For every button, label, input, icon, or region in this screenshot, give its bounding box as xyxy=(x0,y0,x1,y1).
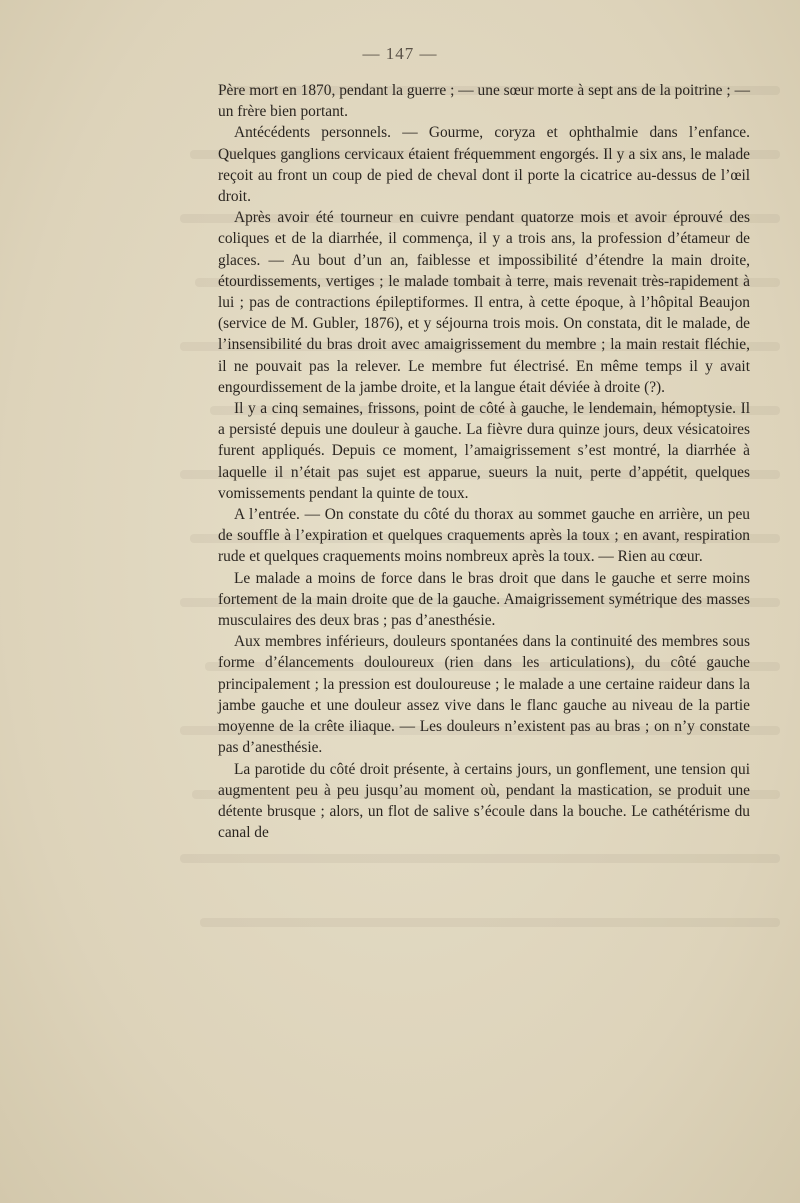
paragraph-occupation-history: Après avoir été tourneur en cuivre pendant quatorze mois et avoir éprouvé des coliques et de la diarrhée, il commença, il y a trois ans, la profession d’étameur de glaces. — Au bout d’un an, faiblesse et impossibilité d’étendre la main droite, étourdissements, vertiges ; le malade tombait à terre, mais revenait très-rapidement à lui ; pas de contractions épileptiformes. Il entra, à cette époque, à l’hôpital Beaujon (service de M. Gubler, 1876), et y séjourna trois mois. On constata, dit le malade, de l’insensibilité du bras droit avec amaigrissement du membre ; la main restait fléchie, il ne pouvait pas la relever. Le membre fut électrisé. En même temps il y avait engourdissement de la jambe droite, et la langue était déviée à droite (?). xyxy=(218,209,750,396)
paragraph-family-history: Père mort en 1870, pendant la guerre ; — une sœur morte à sept ans de la poitrine ; — un frère bien portant. xyxy=(218,82,750,121)
paragraph-lower-limbs: Aux membres inférieurs, douleurs spontanées dans la continuité des membres sous forme d’élancements douloureux (rien dans les articulations), du côté gauche principalement ; la pression est douloureuse ; le malade a une certaine raideur dans la jambe gauche et une douleur assez vive dans le flanc gauche au niveau de la partie moyenne de la crête iliaque. — Les douleurs n’existent pas au bras ; on n’y constate pas d’anesthésie. xyxy=(218,633,750,757)
body-text xyxy=(218,80,750,843)
paragraph-admission-exam: A l’entrée. — On constate du côté du thorax au sommet gauche en arrière, un peu de souffle à l’expiration et quelques craquements après la toux ; en avant, respiration rude et quelques craquements moins nombreux après la toux. — Rien au cœur. xyxy=(218,506,750,566)
paragraph-parotid: La parotide du côté droit présente, à certains jours, un gonflement, une tension qui augmentent peu à peu jusqu’au moment où, pendant la mastication, se produit une détente brusque ; alors, un flot de salive s’écoule dans la bouche. Le cathétérisme du canal de xyxy=(218,760,750,842)
paragraph-arm-strength: Le malade a moins de force dans le bras droit que dans le gauche et serre moins fortement de la main droite que de la gauche. Amaigrissement symétrique des masses musculaires des deux bras ; pas d’anesthésie. xyxy=(218,569,750,630)
page-number: — 147 — xyxy=(362,44,438,63)
paragraph-recent-illness: Il y a cinq semaines, frissons, point de côté à gauche, le lendemain, hémoptysie. Il a persisté depuis une douleur à gauche. La fièvre dura quinze jours, deux vésicatoires furent appliqués. Depuis ce moment, l’amaigrissement s’est montré, la diarrhée à laquelle il n’était pas sujet est apparue, sueurs la nuit, perte d’appétit, quelques vomissements pendant la quinte de toux. xyxy=(218,400,750,502)
paragraph-personal-history: Antécédents personnels. — Gourme, coryza et ophthalmie dans l’enfance. Quelques ganglions cervicaux étaient fréquemment engorgés. Il y a six ans, le malade reçoit au front un coup de pied de cheval dont il porte la cicatrice au-dessus de l’œil droit. xyxy=(218,124,750,206)
